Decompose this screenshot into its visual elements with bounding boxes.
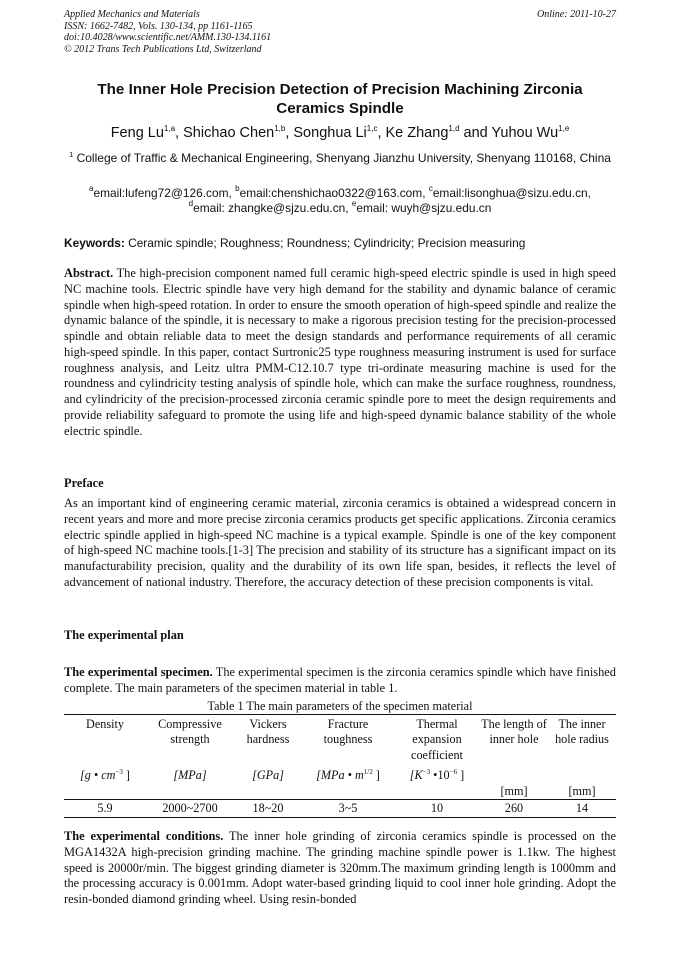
parameters-table: [64, 714, 616, 818]
copyright: © 2012 Trans Tech Publications Ltd, Switzerland: [64, 43, 262, 55]
abstract-text: The high-precision component named full ceramic high-speed electric spindle is used in high speed NC machine tools. Electric spindle have very high demand for the stability and dynamic balance of ceramic spindle when high-speed rotation. In order to ensure the smooth operation of high-speed spindle and realize the dynamic balance of the spindle, it is necessary to make a rigorous precision testing for the precision-processed spindle and obtain reliable data to meet the design standards and performance requirements of all ceramic high-speed spindle. In this paper, contact Surtronic25 type roughness measuring instrument is used for surface roughness analysis, and Leitz ultra PMM-C12.10.7 type tri-ordinate measuring machine is used for the roundness and cylindricity testing analysis of spindle hole, which can make the surface roughness, roundness, and cylindricity of the precision-processed zirconia ceramic spindle pore to meet the design requirements and provide reliability safeguard to promote the using life and high-speed dynamic balance stability of the whole electric spindle.: [64, 266, 617, 438]
table-header-cell: Vickers hardness: [234, 715, 302, 766]
abstract: [64, 266, 616, 439]
abstract-label: Abstract.: [64, 266, 114, 280]
online-date: Online: 2011-10-27: [537, 9, 616, 20]
unit-cell: [mm]: [568, 784, 596, 798]
table-cell: 5.9: [64, 800, 146, 817]
author: Shichao Chen$^{1,b}$,: [183, 124, 294, 141]
table-header-cell: Fracture toughness: [302, 715, 394, 766]
email: $^c$email:lisonghua@sizu.edu.cn,: [428, 184, 591, 200]
doi: doi:10.4028/www.scientific.net/AMM.130-134.1161: [64, 32, 272, 44]
email: $^a$email:lufeng72@126.com,: [89, 184, 236, 200]
conditions-text: The inner hole grinding of zirconia ceramics spindle is processed on the MGA1432A high-precision grinding machine. The grinding machine spindle power is 1.1kw. The highest speed is 20000r/min. The biggest grinding diameter is 320mm.The maximum grinding length is 1000mm and the processing accuracy is 0.001mm. Adopt water-based grinding liquid to cool inner hole grinding. Adopt the resin-bonded diamond grinding wheel. Using resin-bonded: [64, 829, 616, 906]
table-header-cell: The length of inner hole: [480, 715, 548, 766]
preface-text: As an important kind of engineering ceramic material, zirconia ceramics is obtained a widespread concern in recent years and more and more precise zirconia ceramics products get specific applications. Zirconia ceramics electric spindle applied in high-speed NC machine is a typical example. Spindle is one of the key component of high-speed NC machine tools.[1-3] The precision and stability of its structure has a significant impact on its manufacturability precision, quality and the durability of its own life span, besides, it reflects the level of advancement of national industry. Therefore, the accuracy detection of these precision components is vital.: [64, 496, 616, 589]
unit-cell: [GPa]: [252, 767, 284, 782]
email: $^b$email:chenshichao0322@163.com,: [235, 184, 429, 200]
unit-cell: [g • $cm^{-3}$ ]: [80, 767, 130, 782]
unit-cell: [$K^{-3}$ $•10^{-6}$ ]: [409, 767, 465, 782]
journal-header: [64, 9, 616, 55]
table-header-cell: Compressive strength: [146, 715, 234, 766]
unit-cell: [mm]: [500, 784, 528, 798]
journal-name: Applied Mechanics and Materials: [64, 9, 200, 20]
table-caption: Table 1 The main parameters of the specimen material: [207, 699, 473, 713]
keywords: [64, 236, 616, 250]
paper-title: The Inner Hole Precision Detection of Precision Machining Zirconia Ceramics Spindle: [97, 81, 583, 117]
keywords-text: Ceramic spindle; Roughness; Roundness; Cylindricity; Precision measuring: [128, 236, 526, 250]
table-header-cell: Density: [64, 715, 146, 766]
unit-cell: [MPa]: [173, 767, 207, 782]
unit-cell: [MPa • $m^{1/2}$ ]: [316, 767, 380, 782]
email: $^d$email: zhangke@sjzu.edu.cn,: [188, 199, 352, 215]
table-cell: 18~20: [234, 800, 302, 817]
table-row: [64, 800, 616, 817]
table-cell: 260: [480, 800, 548, 817]
section-heading-experimental-plan: The experimental plan: [64, 628, 184, 642]
email-line: [64, 186, 616, 200]
specimen-paragraph: [64, 665, 616, 697]
email-line: [64, 201, 616, 215]
conditions-paragraph: [64, 829, 616, 908]
specimen-label: The experimental specimen.: [64, 665, 213, 679]
section-heading-preface: Preface: [64, 476, 104, 490]
author: Yuhou Wu$^{1,e}$: [491, 124, 570, 141]
author-list: [64, 124, 616, 142]
keywords-label: Keywords:: [64, 236, 125, 250]
table-header-row: [64, 715, 616, 766]
email: $^e$email: wuyh@sjzu.edu.cn: [351, 199, 492, 215]
table-cell: 14: [548, 800, 616, 817]
table-cell: 3~5: [302, 800, 394, 817]
table-header-cell: The inner hole radius: [548, 715, 616, 766]
author: Ke Zhang$^{1,d}$ and: [385, 124, 492, 141]
affiliation: $^1$ College of Traffic & Mechanical Engineering, Shenyang Jianzhu University, Shenyang 110168, China: [69, 150, 611, 165]
table-cell: 2000~2700: [146, 800, 234, 817]
table-header-cell: Thermal expansion coefficient: [394, 715, 480, 766]
author: Songhua Li$^{1,c}$,: [293, 124, 386, 141]
table-cell: 10: [394, 800, 480, 817]
table-units-row-2: [64, 784, 616, 800]
author: Feng Lu$^{1,a}$,: [110, 124, 184, 141]
issn: ISSN: 1662-7482, Vols. 130-134, pp 1161-1165: [64, 20, 253, 32]
table-units-row: [64, 765, 616, 784]
specimen-text: The experimental specimen is the zirconia ceramics spindle which have finished complete. The main parameters of the specimen material in table 1.: [64, 665, 616, 695]
conditions-label: The experimental conditions.: [64, 829, 224, 843]
